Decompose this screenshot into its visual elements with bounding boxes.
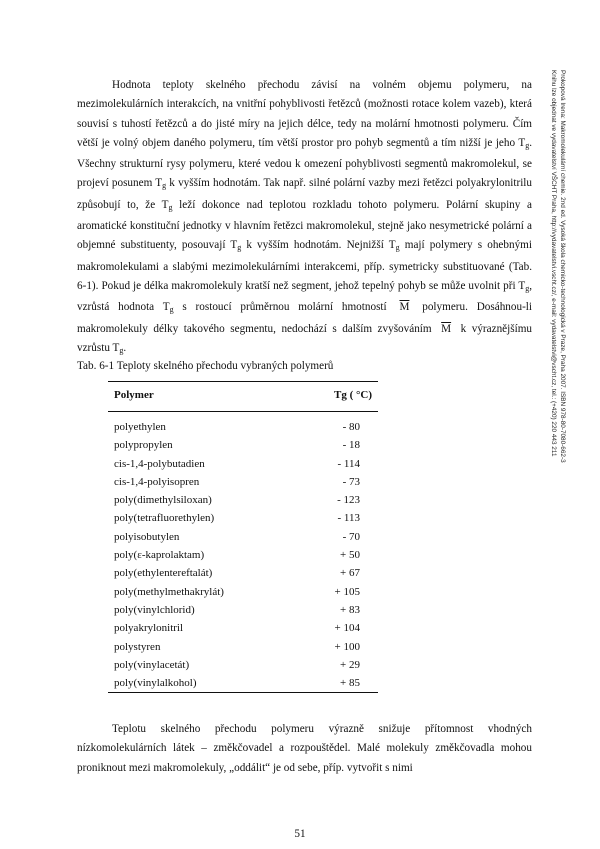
tg-value-cell: + 50 (340, 549, 360, 562)
table-row (108, 656, 378, 674)
table-row (108, 509, 378, 527)
polymer-name-cell: poly(vinylalkohol) (114, 677, 197, 690)
tg-value-cell: - 113 (337, 512, 360, 525)
paragraph-plasticizers: Teplotu skelného přechodu polymeru výrazně snižuje přítomnost vhodných nízkomolekulárních látek – změkčovadel a rozpouštědel. Malé molekuly změkčovadla mohou proniknout mezi makromolekuly, „oddálit“ je od sebe, příp. vytvořit s nimi (77, 723, 532, 774)
polymer-name-cell: poly(ε-kaprolaktam) (114, 549, 205, 562)
page-number: 51 (294, 828, 306, 840)
polymer-name-cell: poly(tetrafluorethylen) (114, 512, 215, 525)
ordering-info-line: Knihu lze objednat ve vydavatelství VŠCHT Praha, http://vydavatelstvi.vscht.cz/, e-mail: vydavatelstvi@vscht.cz, tel.: (+420) 220 443 211 (550, 70, 557, 457)
polymer-name-cell: poly(vinylacetát) (114, 658, 190, 671)
paragraph-glass-transition: Hodnota teploty skelného přechodu závisí na volném objemu polymeru, na mezimolekulárních interakcích, na vnitřní pohyblivosti řetězců (možnosti rotace kolem vazeb), která souvisí s tuhostí řetězců a do jisté míry na jejich délce, tedy na molární hmotnosti polymeru. Čím větší je volný objem daného polymeru, tím větší prostor pro pohyb segmentů a tím nižší je jeho $T_g$. Všechny strukturní rysy polymeru, které vedou k omezení pohyblivosti segmentů makromolekul, se projeví posunem $T_g$ k vyšším hodnotám. Tak např. silné polární vazby mezi řetězci polyakrylonitrilu způsobují to, že $T_g$ leží dokonce nad teplotou rozkladu tohoto polymeru. Polární skupiny a aromatické konstituční jednotky v hlavním řetězci makromolekul, stejně jako nesymetrické polární a objemné substituenty, posouvají $T_g$ k vyšším hodnotám. Nejnižší $T_g$ mají polymery s ohebnými makromolekulami a slabými mezimolekulárními interakcemi, příp. symetricky substituované (Tab. 6-1). Pokud je délka makromolekuly kratší než segment, jehož tepelný pohyb se může uvolnit při $T_g$, vzrůstá hodnota $T_g$ s rostoucí průměrnou molární hmotností $\overline{M}$ polymeru. Dosáhnou-li makromolekuly délky takového segmentu, nedochází s dalším zvyšováním $\overline{M}$ k výraznějšímu vzrůstu $T_g$. (77, 79, 533, 355)
tg-value-cell: - 70 (342, 530, 360, 543)
polymer-name-cell: poly(vinylchlorid) (114, 603, 195, 616)
polymer-name-cell: polyethylen (114, 421, 166, 433)
table-row (108, 473, 378, 491)
molar-mass-symbol: $\overline{M}$ (399, 301, 410, 314)
table-row (108, 436, 378, 454)
table-row (108, 412, 378, 437)
tg-value-cell: + 67 (340, 567, 360, 580)
polymer-name-cell: polypropylen (114, 439, 173, 452)
table-row (108, 564, 378, 582)
table-row (108, 583, 378, 601)
tg-value-cell: - 18 (342, 439, 360, 452)
table-header-row (108, 382, 378, 412)
tg-value-cell: + 29 (340, 658, 360, 671)
molar-mass-symbol: $\overline{M}$ (441, 322, 452, 335)
tg-value-cell: + 85 (340, 677, 360, 690)
polymer-name-cell: poly(dimethylsiloxan) (114, 494, 212, 507)
tg-value-cell: - 123 (337, 494, 360, 507)
tg-value-cell: + 105 (334, 585, 360, 598)
table-row (108, 491, 378, 509)
table-row (108, 546, 378, 564)
tg-value-cell: - 80 (342, 421, 360, 433)
column-header-polymer: Polymer (114, 389, 154, 401)
table-row (108, 638, 378, 656)
citation-line: Prokopová Irena: Makromolekulární chemie. 2nd ed. Vysoká škola chemicko-technologická v Praze, Praha 2007. ISBN 978-80-7080-662-3 (559, 70, 566, 463)
tg-value-cell: + 104 (334, 622, 360, 635)
tg-value-cell: + 83 (340, 603, 360, 616)
tg-value-cell: + 100 (334, 640, 360, 653)
polymer-name-cell: polyisobutylen (114, 530, 180, 543)
table-row (108, 455, 378, 473)
polymer-name-cell: polystyren (114, 640, 161, 653)
table-row (108, 528, 378, 546)
polymer-name-cell: cis-1,4-polyisopren (114, 475, 200, 488)
table-row (108, 619, 378, 637)
table-body (108, 412, 378, 693)
polymer-name-cell: cis-1,4-polybutadien (114, 457, 205, 470)
column-header-tg: Tg ( °C) (333, 389, 372, 401)
polymer-name-cell: poly(ethylentereftalát) (114, 567, 213, 580)
table-row (108, 601, 378, 619)
polymer-name-cell: polyakrylonitril (114, 622, 184, 635)
polymer-name-cell: poly(methylmethakrylát) (114, 585, 224, 598)
table-row (108, 674, 378, 693)
tg-value-cell: - 73 (342, 475, 360, 488)
tg-value-cell: - 114 (337, 457, 360, 470)
side-citation (549, 70, 567, 710)
table-caption: Tab. 6-1 Teploty skelného přechodu vybraných polymerů (77, 360, 334, 372)
tg-table (108, 381, 378, 693)
